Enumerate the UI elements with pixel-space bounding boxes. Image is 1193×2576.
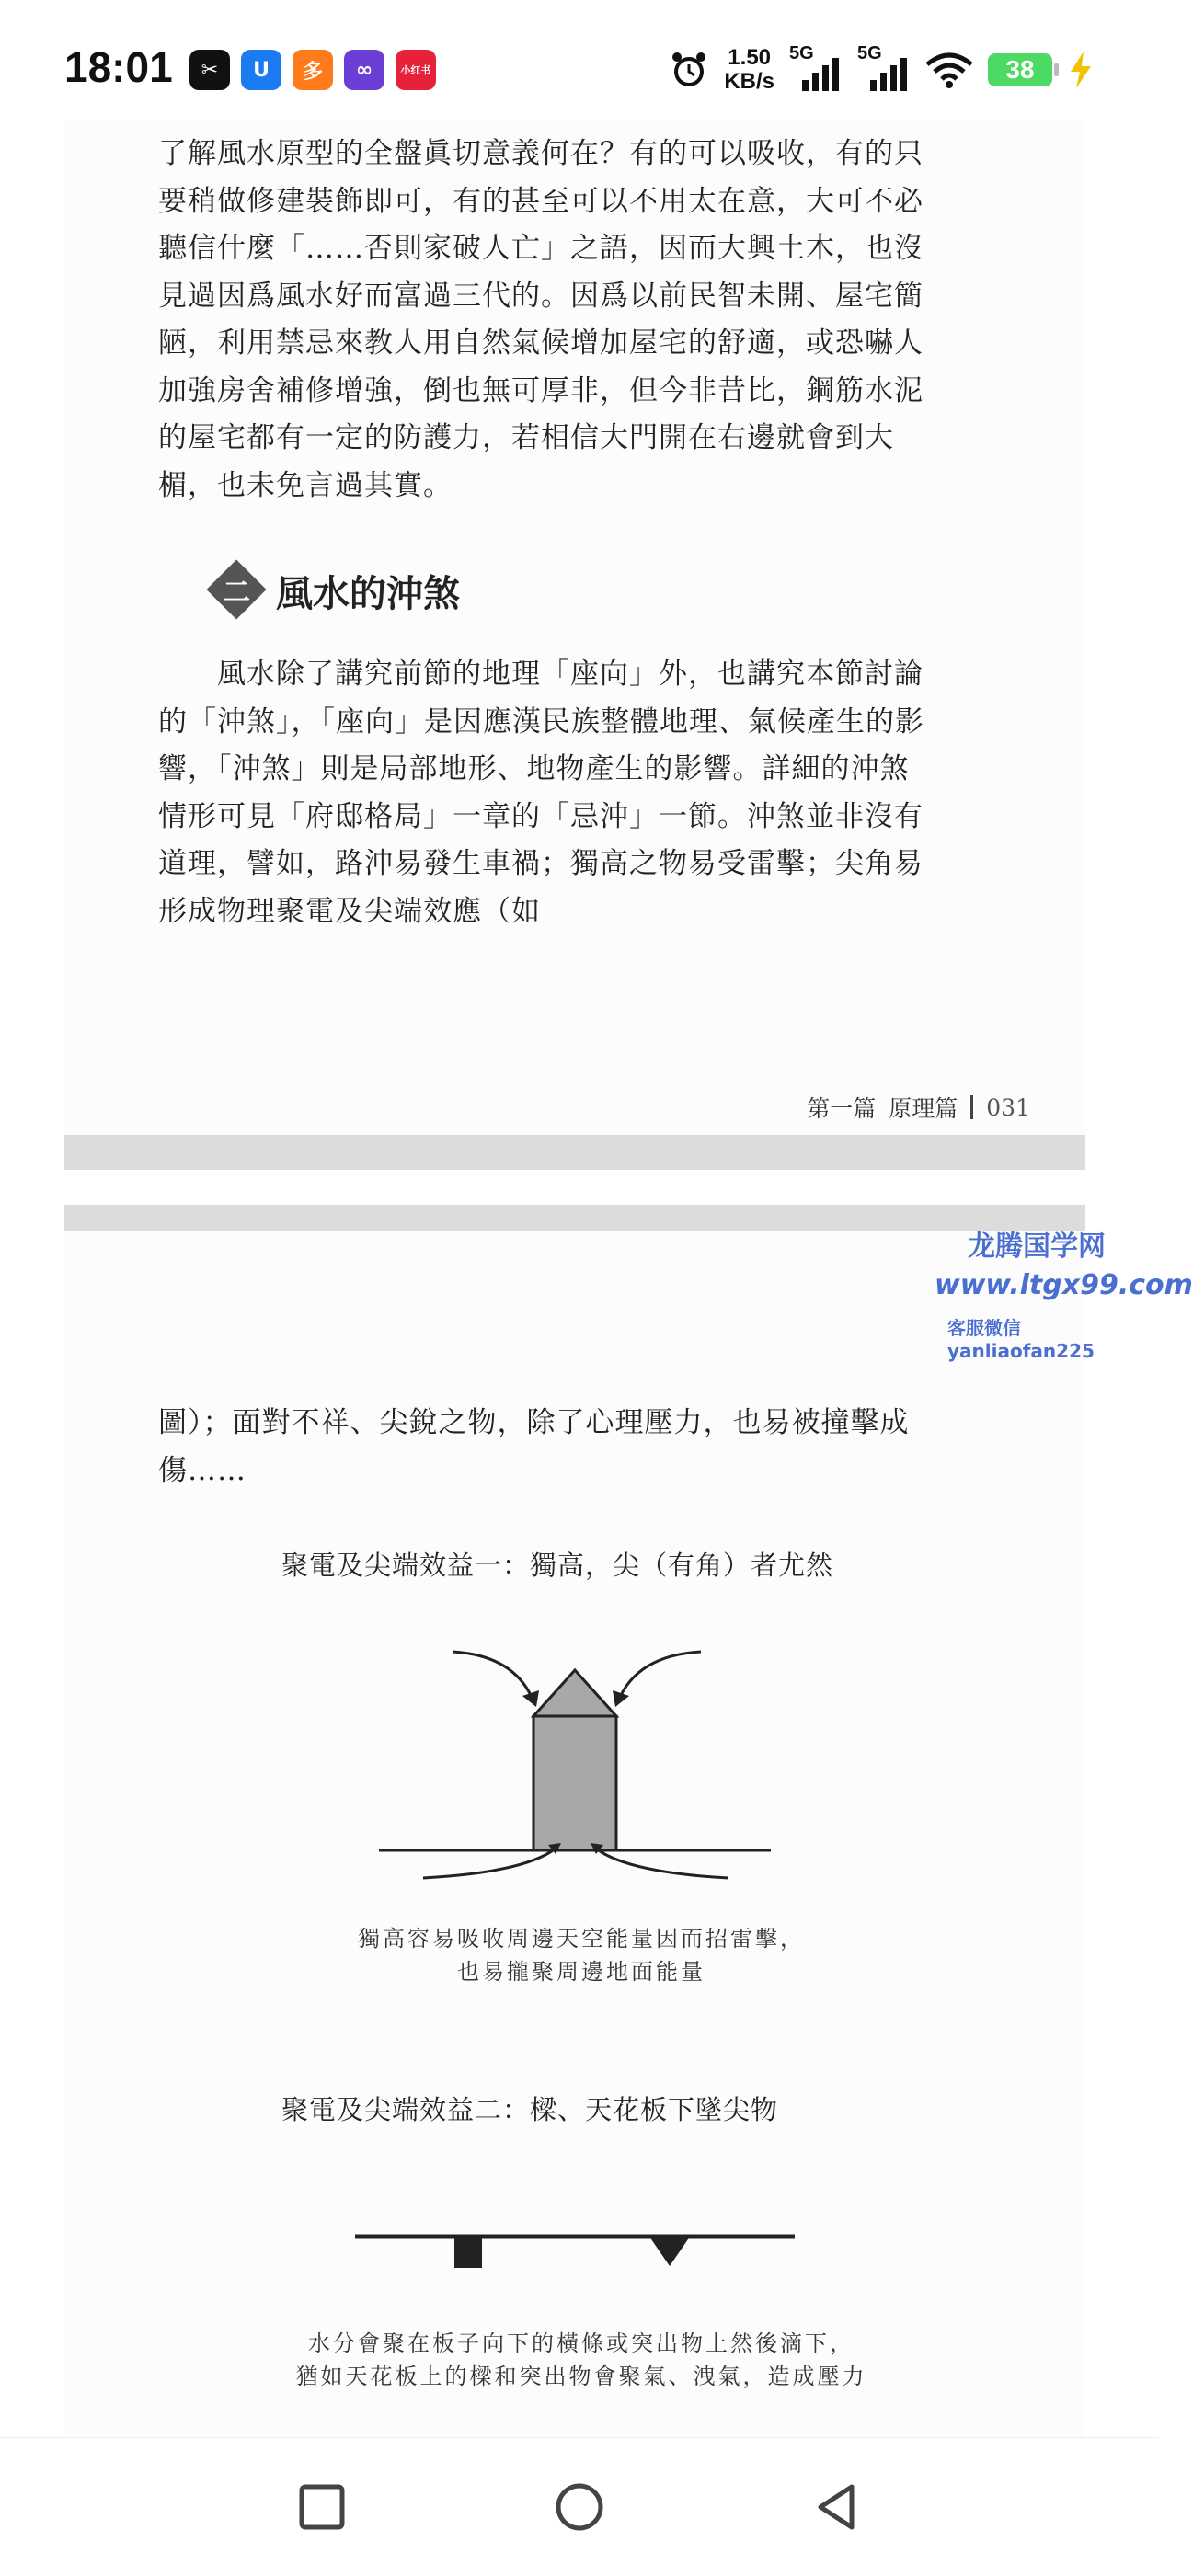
body-paragraph: 圖）；面對不祥、尖銳之物，除了心理壓力，也易被撞擊成傷…… xyxy=(158,1406,910,1487)
ground-energy-arrow-right xyxy=(596,1849,728,1878)
shopping-app-icon: 多 xyxy=(293,50,333,90)
watermark-site-url: www.ltgx99.com xyxy=(935,1269,1193,1301)
sky-energy-arrow-left xyxy=(453,1652,533,1701)
footer-separator xyxy=(970,1095,973,1119)
signal-strength-icon xyxy=(857,43,911,91)
signal-strength-icon xyxy=(789,43,843,91)
back-button[interactable] xyxy=(809,2479,865,2535)
status-bar xyxy=(0,0,1159,121)
figure2-caption xyxy=(213,2327,949,2393)
lightning-rod-diagram xyxy=(368,1628,791,1895)
ground-energy-arrow-left xyxy=(423,1849,556,1878)
infinity-app-icon: ∞ xyxy=(344,50,384,90)
page-number: 031 xyxy=(986,1093,1030,1121)
tall-building xyxy=(533,1716,616,1850)
figure1-caption xyxy=(213,1922,949,1988)
body-paragraph: 了解風水原型的全盤眞切意義何在？有的可以吸收，有的只要稍做修建裝飾即可，有的甚至可以不用太在意，大可不必聽信什麼「……否則家破人亡」之語，因而大興土木，也沒見過因爲風水好而富過三代的。因爲以前民智未開、屋宅簡陋，利用禁忌來教人用自然氣候增加屋宅的舒適，或恐嚇人加強房舍補修增強，倒也無可厚非，但今非昔比，鋼筋水泥的屋宅都有一定的防護力，若相信大門開在右邊就會到大楣，也未免言過其實。 xyxy=(158,137,923,502)
figure1-title: 聚電及尖端效益一：獨高，尖（有角）者尤然 xyxy=(281,1550,834,1581)
figure1-caption-line: 獨高容易吸收周邊天空能量因而招雷擊， xyxy=(358,1926,805,1952)
recent-apps-button[interactable] xyxy=(294,2479,350,2535)
watermark-site-name: 龙腾国学网 xyxy=(968,1231,1106,1263)
section-title: 風水的沖煞 xyxy=(276,573,460,615)
wifi-icon xyxy=(925,52,973,88)
footer-chapter: 原理篇 xyxy=(889,1095,958,1122)
figure1-caption-line: 也易攏聚周邊地面能量 xyxy=(457,1959,705,1985)
figure2-caption-line: 水分會聚在板子向下的橫條或突出物上然後滴下， xyxy=(308,2330,855,2356)
signal-label: 5G xyxy=(857,43,882,63)
home-button[interactable] xyxy=(552,2479,607,2535)
alarm-icon xyxy=(669,50,709,90)
capcut-icon: ✂ xyxy=(189,50,230,90)
status-indicators xyxy=(669,44,1095,96)
page-footer xyxy=(807,1091,1030,1124)
signal-label: 5G xyxy=(789,43,814,63)
building-roof xyxy=(533,1670,616,1716)
network-speed-value: 1.50 xyxy=(728,45,772,70)
page-gap-bottom xyxy=(64,1135,1085,1170)
page-gap-top xyxy=(64,1205,1085,1232)
watermark-contact: 客服微信 yanliaofan225 xyxy=(947,1317,1095,1362)
figure2-title: 聚電及尖端效益二：樑、天花板下墜尖物 xyxy=(281,2094,779,2125)
footer-part: 第一篇 xyxy=(807,1095,877,1122)
network-speed xyxy=(724,46,774,94)
ceiling-beam xyxy=(454,2237,482,2268)
section-number: 二 xyxy=(223,577,250,609)
ceiling-beam-diagram xyxy=(350,2226,800,2281)
security-app-icon: U xyxy=(241,50,281,90)
figure2-caption-line: 猶如天花板上的樑和突出物會聚氣、洩氣，造成壓力 xyxy=(295,2364,867,2389)
body-paragraph: 風水除了講究前節的地理「座向」外，也講究本節討論的「沖煞」，「座向」是因應漢民族整體地理、氣候產生的影響，「沖煞」則是局部地形、地物產生的影響。詳細的沖煞情形可見「府邸格局」一章的「忌沖」一節。沖煞並非沒有道理，譬如，路沖易發生車禍；獨高之物易受雷擊；尖角易形成物理聚電及尖端效應（如 xyxy=(158,658,924,928)
ceiling-pointed-object xyxy=(649,2237,690,2266)
sky-energy-arrow-right xyxy=(618,1652,701,1701)
xiaohongshu-icon: 小红书 xyxy=(396,50,436,90)
status-time: 18:01 xyxy=(64,43,173,91)
network-speed-unit: KB/s xyxy=(724,69,774,94)
navigation-bar xyxy=(0,2437,1159,2576)
battery-icon: 38 xyxy=(988,53,1052,86)
charging-bolt-icon xyxy=(1067,52,1095,88)
